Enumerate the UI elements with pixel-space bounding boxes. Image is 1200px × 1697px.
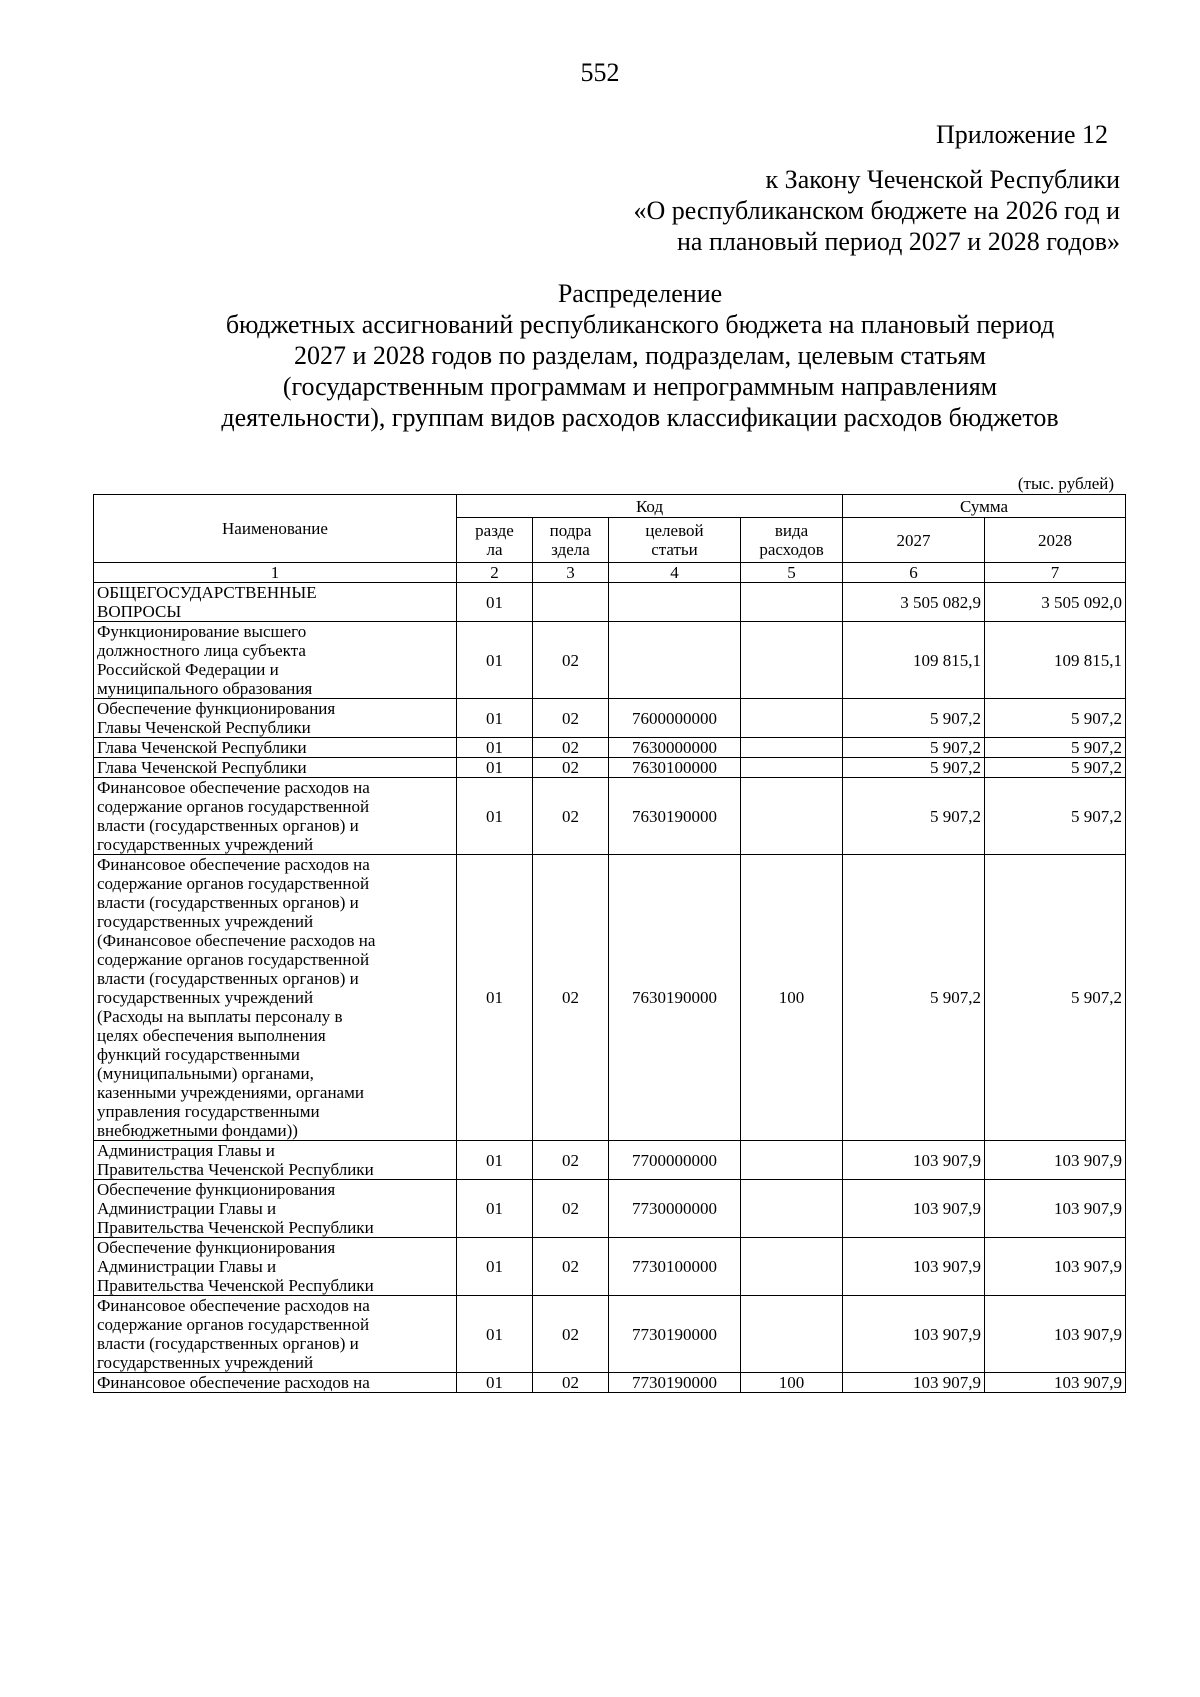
- header-code: Код: [457, 495, 843, 518]
- header-target: [609, 518, 741, 563]
- cell-section: 01: [457, 778, 533, 855]
- cell-amount-2028: 5 907,2: [985, 699, 1126, 738]
- cell-subsection: 02: [533, 1141, 609, 1180]
- header-text: разде: [475, 521, 514, 540]
- name-line: государственных учреждений: [97, 835, 314, 854]
- name-line: Российской Федерации и: [97, 660, 279, 679]
- cell-section: 01: [457, 1238, 533, 1296]
- name-line: целях обеспечения выполнения: [97, 1026, 326, 1045]
- cell-subsection: 02: [533, 738, 609, 758]
- name-line: власти (государственных органов) и: [97, 969, 359, 988]
- cell-subsection: 02: [533, 1373, 609, 1393]
- name-line: Глава Чеченской Республики: [97, 738, 307, 757]
- cell-name: [94, 622, 457, 699]
- column-number: 7: [985, 563, 1126, 583]
- header-2028: 2028: [985, 518, 1126, 563]
- cell-amount-2027: 103 907,9: [843, 1180, 985, 1238]
- name-line: Финансовое обеспечение расходов на: [97, 1373, 370, 1392]
- cell-target: 7730190000: [609, 1373, 741, 1393]
- name-line: власти (государственных органов) и: [97, 816, 359, 835]
- name-line: казенными учреждениями, органами: [97, 1083, 364, 1102]
- cell-section: 01: [457, 1180, 533, 1238]
- cell-subsection: 02: [533, 778, 609, 855]
- title-line: бюджетных ассигнований республиканского бюджета на плановый период: [225, 310, 1055, 339]
- name-line: Правительства Чеченской Республики: [97, 1218, 374, 1237]
- cell-name: [94, 1180, 457, 1238]
- name-line: Правительства Чеченской Республики: [97, 1276, 374, 1295]
- header-section: [457, 518, 533, 563]
- name-line: содержание органов государственной: [97, 874, 370, 893]
- name-line: государственных учреждений: [97, 988, 314, 1007]
- cell-section: 01: [457, 699, 533, 738]
- name-line: Функционирование высшего: [97, 622, 307, 641]
- column-number: 4: [609, 563, 741, 583]
- law-line: «О республиканском бюджете на 2026 год и: [633, 196, 1120, 225]
- cell-kind: [741, 1141, 843, 1180]
- table-row: [94, 758, 1126, 778]
- cell-amount-2028: 109 815,1: [985, 622, 1126, 699]
- cell-kind: [741, 699, 843, 738]
- table-row: [94, 1296, 1126, 1373]
- header-text: подра: [549, 521, 592, 540]
- table-row: [94, 738, 1126, 758]
- cell-subsection: 02: [533, 1238, 609, 1296]
- table-body: [94, 583, 1126, 1393]
- table-row: [94, 778, 1126, 855]
- table-row: [94, 1373, 1126, 1393]
- cell-kind: [741, 778, 843, 855]
- table-row: [94, 855, 1126, 1141]
- table-row: [94, 1180, 1126, 1238]
- name-line: государственных учреждений: [97, 1353, 314, 1372]
- name-line: ВОПРОСЫ: [97, 602, 182, 621]
- cell-subsection: 02: [533, 1180, 609, 1238]
- cell-target: 7630190000: [609, 855, 741, 1141]
- cell-amount-2028: 103 907,9: [985, 1180, 1126, 1238]
- name-line: Главы Чеченской Республики: [97, 718, 311, 737]
- name-line: Глава Чеченской Республики: [97, 758, 307, 777]
- cell-amount-2027: 5 907,2: [843, 855, 985, 1141]
- cell-amount-2027: 5 907,2: [843, 758, 985, 778]
- name-line: Обеспечение функционирования: [97, 1180, 336, 1199]
- header-text: вида: [774, 521, 809, 540]
- name-line: (Финансовое обеспечение расходов на: [97, 931, 376, 950]
- cell-section: 01: [457, 758, 533, 778]
- name-line: государственных учреждений: [97, 912, 314, 931]
- cell-kind: [741, 1180, 843, 1238]
- cell-section: 01: [457, 738, 533, 758]
- name-line: власти (государственных органов) и: [97, 1334, 359, 1353]
- cell-kind: [741, 583, 843, 622]
- cell-amount-2028: 103 907,9: [985, 1141, 1126, 1180]
- cell-name: [94, 778, 457, 855]
- cell-amount-2028: 103 907,9: [985, 1238, 1126, 1296]
- cell-amount-2028: 3 505 092,0: [985, 583, 1126, 622]
- cell-name: [94, 855, 457, 1141]
- name-line: Администрация Главы и: [97, 1141, 275, 1160]
- cell-subsection: 02: [533, 1296, 609, 1373]
- header-subsection: [533, 518, 609, 563]
- column-number: 2: [457, 563, 533, 583]
- cell-kind: [741, 1296, 843, 1373]
- name-line: ОБЩЕГОСУДАРСТВЕННЫЕ: [97, 583, 317, 602]
- column-number: 5: [741, 563, 843, 583]
- cell-name: [94, 1238, 457, 1296]
- name-line: Финансовое обеспечение расходов на: [97, 855, 370, 874]
- cell-name: [94, 1373, 457, 1393]
- cell-amount-2027: 103 907,9: [843, 1373, 985, 1393]
- name-line: содержание органов государственной: [97, 1315, 370, 1334]
- name-line: (муниципальными) органами,: [97, 1064, 314, 1083]
- header-text: ла: [486, 540, 503, 559]
- cell-kind: [741, 738, 843, 758]
- cell-kind: [741, 1238, 843, 1296]
- cell-amount-2028: 5 907,2: [985, 855, 1126, 1141]
- cell-section: 01: [457, 1141, 533, 1180]
- cell-section: 01: [457, 1296, 533, 1373]
- header-kind: [741, 518, 843, 563]
- cell-subsection: 02: [533, 699, 609, 738]
- column-number: 1: [94, 563, 457, 583]
- cell-name: [94, 738, 457, 758]
- cell-amount-2027: 103 907,9: [843, 1238, 985, 1296]
- cell-amount-2028: 5 907,2: [985, 778, 1126, 855]
- column-number: 6: [843, 563, 985, 583]
- column-number: 3: [533, 563, 609, 583]
- cell-target: 7630100000: [609, 758, 741, 778]
- cell-kind: [741, 758, 843, 778]
- cell-amount-2027: 103 907,9: [843, 1141, 985, 1180]
- cell-amount-2027: 109 815,1: [843, 622, 985, 699]
- name-line: Финансовое обеспечение расходов на: [97, 778, 370, 797]
- name-line: внебюджетными фондами)): [97, 1121, 298, 1140]
- cell-amount-2027: 5 907,2: [843, 699, 985, 738]
- law-reference: [633, 164, 1120, 257]
- cell-name: [94, 1141, 457, 1180]
- cell-target: [609, 622, 741, 699]
- header-2027: 2027: [843, 518, 985, 563]
- page-number: 552: [580, 58, 620, 87]
- name-line: власти (государственных органов) и: [97, 893, 359, 912]
- name-line: Обеспечение функционирования: [97, 699, 336, 718]
- cell-amount-2027: 5 907,2: [843, 778, 985, 855]
- cell-target: 7730100000: [609, 1238, 741, 1296]
- cell-section: 01: [457, 855, 533, 1141]
- header-text: статьи: [651, 540, 698, 559]
- cell-subsection: 02: [533, 855, 609, 1141]
- title-line: 2027 и 2028 годов по разделам, подразделам, целевым статьям: [293, 341, 987, 370]
- cell-name: [94, 758, 457, 778]
- title-line: (государственным программам и непрограммным направлениям: [282, 372, 998, 401]
- law-line: на плановый период 2027 и 2028 годов»: [677, 227, 1120, 256]
- cell-kind: 100: [741, 1373, 843, 1393]
- cell-amount-2028: 5 907,2: [985, 758, 1126, 778]
- name-line: содержание органов государственной: [97, 797, 370, 816]
- name-line: (Расходы на выплаты персоналу в: [97, 1007, 343, 1026]
- header-name: Наименование: [94, 495, 457, 563]
- cell-subsection: 02: [533, 758, 609, 778]
- cell-amount-2028: 103 907,9: [985, 1373, 1126, 1393]
- appendix-label: Приложение 12: [935, 120, 1108, 149]
- cell-subsection: 02: [533, 622, 609, 699]
- cell-target: 7700000000: [609, 1141, 741, 1180]
- cell-target: 7730190000: [609, 1296, 741, 1373]
- name-line: управления государственными: [97, 1102, 320, 1121]
- units-label: (тыс. рублей): [1017, 474, 1114, 493]
- cell-section: 01: [457, 583, 533, 622]
- cell-amount-2027: 5 907,2: [843, 738, 985, 758]
- budget-table: [93, 494, 1126, 1393]
- cell-name: [94, 1296, 457, 1373]
- cell-name: [94, 699, 457, 738]
- cell-section: 01: [457, 1373, 533, 1393]
- cell-amount-2028: 5 907,2: [985, 738, 1126, 758]
- cell-target: 7600000000: [609, 699, 741, 738]
- law-line: к Закону Чеченской Республики: [765, 165, 1120, 194]
- cell-amount-2028: 103 907,9: [985, 1296, 1126, 1373]
- cell-target: [609, 583, 741, 622]
- name-line: должностного лица субъекта: [97, 641, 306, 660]
- table-row: [94, 699, 1126, 738]
- name-line: содержание органов государственной: [97, 950, 370, 969]
- header-sum: Сумма: [843, 495, 1126, 518]
- cell-target: 7630000000: [609, 738, 741, 758]
- name-line: Обеспечение функционирования: [97, 1238, 336, 1257]
- cell-name: [94, 583, 457, 622]
- table-row: [94, 1238, 1126, 1296]
- cell-target: 7730000000: [609, 1180, 741, 1238]
- document-title: [180, 278, 1100, 433]
- name-line: Администрации Главы и: [97, 1257, 277, 1276]
- cell-kind: 100: [741, 855, 843, 1141]
- cell-section: 01: [457, 622, 533, 699]
- header-text: расходов: [759, 540, 824, 559]
- table-row: [94, 583, 1126, 622]
- header-text: здела: [551, 540, 590, 559]
- name-line: Финансовое обеспечение расходов на: [97, 1296, 370, 1315]
- name-line: Правительства Чеченской Республики: [97, 1160, 374, 1179]
- cell-amount-2027: 3 505 082,9: [843, 583, 985, 622]
- name-line: функций государственными: [97, 1045, 300, 1064]
- title-line: Распределение: [557, 279, 723, 308]
- title-line: деятельности), группам видов расходов классификации расходов бюджетов: [221, 403, 1059, 432]
- cell-target: 7630190000: [609, 778, 741, 855]
- name-line: Администрации Главы и: [97, 1199, 277, 1218]
- table-row: [94, 622, 1126, 699]
- cell-amount-2027: 103 907,9: [843, 1296, 985, 1373]
- table-row: [94, 1141, 1126, 1180]
- cell-kind: [741, 622, 843, 699]
- name-line: муниципального образования: [97, 679, 313, 698]
- cell-subsection: [533, 583, 609, 622]
- header-text: целевой: [645, 521, 704, 540]
